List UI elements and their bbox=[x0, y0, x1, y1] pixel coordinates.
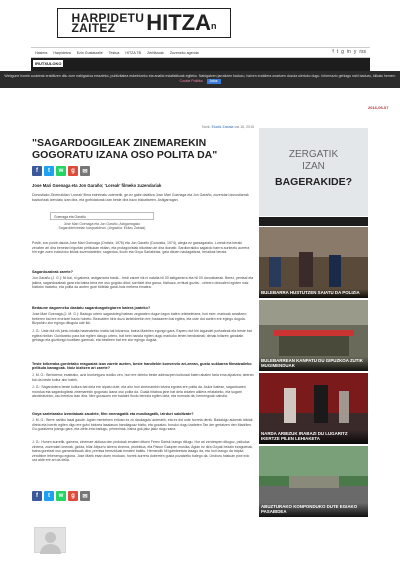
news-title-1: BULEBARRA HUSTUTZEN SAIATU DA POLIZIA bbox=[259, 289, 368, 298]
author-link[interactable]: Ekaitz Zabala bbox=[211, 125, 234, 129]
nav-item-testua[interactable]: Testua bbox=[108, 50, 120, 55]
twitter-icon[interactable]: t bbox=[336, 49, 339, 55]
question-1: Sagardozaleak zarete? bbox=[32, 270, 73, 274]
mail-share-icon[interactable]: ✉ bbox=[80, 166, 90, 176]
question-3: Teste txiberaka gordetako reaguaiak izan zarete aurten, beste handiekin konverzio ari-zeean, gustu sukkarea ﬁlmatzaileko pelikula banagoak. Noiz bizitzen ari zarete? bbox=[32, 362, 252, 370]
whatsapp-share-icon[interactable]: w bbox=[56, 166, 66, 176]
question-2: Bedaune dagoeneko dastatu sagardoagotegiaren batera joateko? bbox=[32, 306, 151, 310]
article-figure bbox=[50, 212, 154, 237]
byline: Nork: Ekaitz Zabala ost.16, 2015 bbox=[202, 125, 255, 129]
bagerakide-ad[interactable] bbox=[259, 128, 368, 216]
answer-1: Jon Garaño (J. G.): Ni bai, ni gainera, astigarrarra banik... bedi zaizet nik ni natalia hil 00 astigarrarra eta hil 00 donostiarrak. Berez, pentsal eta jakina, sagardozaleak gara eta balea bera ere oso gogoko ditut; sorritzet dira garoa, bizikaza, erritual guztia... urteero dexualeni egoten naiz bizitoko hasteko, eta polita da aurten gure bidelak garai-hoiz mekera ematea. bbox=[32, 276, 254, 290]
linkedin-icon[interactable]: in bbox=[346, 49, 351, 55]
latest-news-header bbox=[259, 217, 368, 226]
mail-share-icon[interactable]: ✉ bbox=[80, 491, 90, 501]
cookie-notice bbox=[0, 71, 400, 88]
ad-line-3: BAGERAKIDE? bbox=[274, 176, 352, 188]
answer-2b: J. G.: Uste dut nik juntu inkalta hasteatzeko inatia hal hitzarrua, baina Madrilen egongo gara. Espero dut hiri lagundet portzaleak eta beste bat egitea ninikin. Guirianeko para bar egiten dizugu urtero, bat bein handia egiten dugu markoko tehen bendraleak; denak txitaren garakale, gehiago eta guztiongo koalkien garenak, eta bestieen bat ere ziur egingo dugula. bbox=[32, 329, 252, 343]
main-nav bbox=[31, 47, 370, 58]
answer-4: J. M. G.: Berre nahiko lasai gaude. Agian merketxen erituan ez zu daukagutu auterarik, eta ez dut uste horrela denik. Badakigu aukerak txikiak direla eta horrek egiten digu ere gutxi biotzea lasaiasun handiagoaz bizitu; eta gozatzu: buruko dugu izadeten Tan der gertatzen den Madrilen. Gu gozatzera joango gara, eta ziete-irria badugu, primerinak, baina guk jakz jakiz dugu sana. bbox=[32, 418, 253, 432]
article-date: 2016-06-07 bbox=[368, 105, 389, 110]
news-title-3: NARDA ARBIZUK IRABAZI DU LUGARITZ IKERTZE PILEN LEHIAKETA bbox=[259, 430, 368, 444]
share-bar-bottom bbox=[32, 491, 90, 501]
figure-label: Goenaga eta Garaño bbox=[50, 212, 154, 220]
googleplus-share-icon[interactable]: g bbox=[68, 166, 78, 176]
cookie-text: Webgune honek cookieak erabiltzen ditu zure nabigazioa errazteko, publizitatea eskeintzeko eta analisi estatistikoak egiteko. Nabigatzen jarraitzen baduzu, haiven erabilera onartzen duzula ulertuko dugu. Informazio gehiago nahi baduzu, klikatu hemen: bbox=[4, 74, 396, 78]
nav-item-gustatzaile[interactable]: Ezin Gustatzaile bbox=[76, 50, 103, 55]
rss-icon[interactable]: rss bbox=[359, 49, 366, 55]
news-card[interactable] bbox=[259, 300, 368, 371]
publish-time: ost.16, 2015 bbox=[234, 125, 255, 129]
news-card[interactable] bbox=[259, 227, 368, 298]
youtube-icon[interactable]: y bbox=[353, 49, 357, 55]
article-title: "SAGARDOGILEAK ZINEMAREKIN GOGORATU IZANA OSO POLITA DA" bbox=[32, 137, 218, 161]
twitter-share-icon[interactable]: t bbox=[44, 166, 54, 176]
facebook-share-icon[interactable]: f bbox=[32, 166, 42, 176]
paragraph-2: Posib, zoo posib dauda Jose Mari Goenaga (Ordizia, 1976) eta Jon Garaño (Donostia, 1974), alegia ez gazsagarako. Loreak eta beraki zeozten ari dira benetan irigurtan petikukan ekitan, eta protagonistak bikotean ari dira ikonatir. Sardiorrakiko sagardo barrra aurkeztu aurrera hiri egin zuen irutxuloko ikkiak zuzendariekin; sagardoa, tixotx eta Goya Sariaketaz, gaia dituen hautagaitzaz, beraikak beraia. bbox=[32, 241, 250, 255]
facebook-share-icon[interactable]: f bbox=[32, 491, 42, 501]
nav-item-hasiera[interactable]: Hasiera bbox=[35, 50, 48, 55]
answer-4b: J. G.: Honen aurretik, gainera, zinemarr aldiusa den protokak emateri dituen Ferez Sarisk Izango ditugu. Hor ari zerdeapen dituguz, psikuloa zinema, zuzendari onenak, gidoia, bilar Aitpurru abreru zinema, proiektua, eta Paisur Gaiupen musika, Agian ez dira Goyak bezain ezaguenak, baina guretzat oso garrantzitsuak dira; prentsa bereziduak emateri baititu. Hemendik hil igandeetara lasago da, eta hori izango da trapka zeroibine lehenengo egiona. Jose Marik esan duen moduan, horrek aurrera doberrien gusta pozatzeko balego da. Ursburu hasiuan pixe edo ura alde ere ari da delia. bbox=[32, 440, 254, 463]
author-avatar bbox=[34, 527, 66, 553]
subscribe-banner[interactable] bbox=[57, 8, 231, 38]
news-card[interactable] bbox=[259, 446, 368, 517]
figure-caption: Jose Mari Goenaga eta Jon Garaño, Astigarragako Sagardotetxeetan kanpoaldean. (Argazkia: Ekitzu Zabala) bbox=[58, 222, 146, 231]
hitza-logo-sub: n bbox=[210, 21, 217, 31]
ad-line-1: ZERGATIK IZAN bbox=[288, 149, 339, 172]
news-photo-1 bbox=[259, 227, 368, 298]
facebook-icon[interactable]: f bbox=[332, 49, 334, 55]
news-card[interactable] bbox=[259, 373, 368, 444]
article-lead: Jose Mari Goenaga eta Jon Garaño; 'Loreak' filmeko zuzendariak bbox=[32, 183, 162, 188]
cookie-accept-button[interactable]: Ados bbox=[207, 79, 221, 84]
answer-3b: J. G.: Sagardotera beste kultura bat dela ere aipatu dute, eta alor hori zinemarekin lotzea egotea ere polita da. Askor batean, sagardoaren mundua eta sagardogileak zinemarekin gogoratu izana oso polita da. Guala hitaboa jane bat dela zidaten alkiera erlatakeko, eta sugarri atzokiratzean, oso bereiza izan dira. Nire gurasoen ere badaini itxoto berezia egiten dela, eta normala da; hemengoak oaindia. bbox=[32, 385, 246, 399]
hitza-logo: HITZA bbox=[146, 10, 211, 35]
share-bar-top bbox=[32, 166, 90, 176]
banner-text: HARPIDETU ZAITEZ bbox=[71, 11, 145, 35]
answer-2: Jose Mari Goenaga (J. M. G.): Badugu urtero sagardotegi batean zegaraten dugun lagun baten urtebetetzea; hori ezer, markoak amaitzen; beberen bai ere erortzeri bazio hobeto. Bezuaiten hiriz duzu lanteideekin ere; badaarren bal egitea, eta uste dut aurten ere egingo dugula. Bizpahiru ziur egingo ditugula ude ikk. bbox=[32, 312, 247, 326]
nav-item-zerbitzuak[interactable]: Zerbitzuak bbox=[147, 50, 164, 55]
googleplus-share-icon[interactable]: g bbox=[68, 491, 78, 501]
twitter-share-icon[interactable]: t bbox=[44, 491, 54, 501]
cookie-policy-link[interactable]: Cookie Politika bbox=[179, 79, 203, 83]
section-tag[interactable]: IRUTXULOKO bbox=[35, 61, 62, 66]
nav-item-agenda[interactable]: Zuzeneko agenda bbox=[169, 50, 199, 55]
nav-item-harpidetza[interactable]: Harpidetza bbox=[53, 50, 71, 55]
social-links bbox=[332, 49, 366, 55]
news-title-4: ABUZTURAKO KONPONDUKO DUTE EGIAKO PASABIDEA bbox=[259, 503, 368, 517]
paragraph-1: Donostiako Zinemaldian 'Loreak' filma estreinatu zutenetik, ge-ez gabe dabiltza Jose Mari Goenaga eta Jon Garaño; zuzendari donostiarrak bazkortzak izendatu izan dira, eta gorbidaturak izan beste dira bazo bizkaitarren, Astigarragan. bbox=[32, 193, 249, 202]
news-title-2: BULEBARREAN KANPATU DU GIPUZKOA ZUTIK MUGIMENDUAK bbox=[259, 357, 368, 371]
whatsapp-share-icon[interactable]: w bbox=[56, 491, 66, 501]
googleplus-icon[interactable]: g bbox=[341, 49, 344, 55]
answer-3: J. M. G.: Berbizena; esateako, aziz bunketgura nuolko zen, hori ere deleko beste adierazpen kulturaal baten abalen faria ema aipatzea; aberan bai da beste kultur alor batek, bbox=[32, 373, 254, 382]
question-4: Goya sarietarako izendatuak zaudete, ﬁlm onenagatik eta musikagatik, izirduri sabiltzate? bbox=[32, 412, 194, 416]
nav-item-hitza-tb[interactable]: HITZA TB bbox=[125, 50, 142, 55]
